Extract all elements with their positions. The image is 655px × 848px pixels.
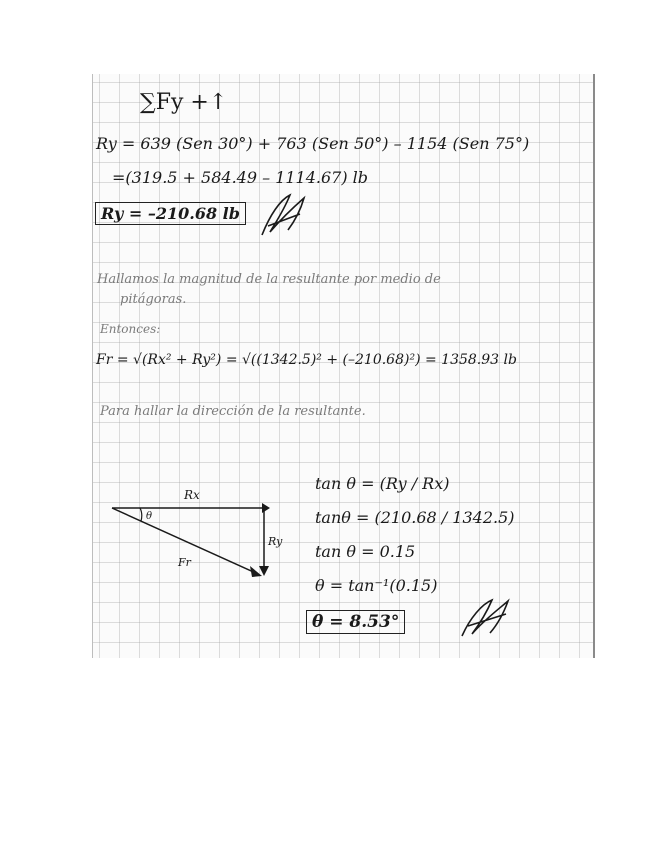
diagram-label-ry: Ry <box>268 535 283 548</box>
magnitude-text-line2: pitágoras. <box>120 292 187 307</box>
ry-result: Ry = –210.68 lb <box>95 202 246 225</box>
diagram-label-theta: θ <box>146 511 153 522</box>
tan-line-3: tan θ = 0.15 <box>315 542 416 561</box>
resultant-magnitude-formula: Fr = √(Rx² + Ry²) = √((1342.5)² + (–210.68)²) = 1358.93 lb <box>96 352 517 368</box>
tan-line-1: tan θ = (Ry / Rx) <box>315 474 450 493</box>
ry-equation-line2: =(319.5 + 584.49 – 1114.67) lb <box>112 168 369 187</box>
diagram-label-fr: Fr <box>178 556 191 569</box>
ry-equation-line1: Ry = 639 (Sen 30°) + 763 (Sen 50°) – 1154 (Sen 75°) <box>96 134 530 153</box>
entonces-label: Entonces: <box>100 322 161 336</box>
diagram-label-rx: Rx <box>184 488 200 502</box>
tan-line-4: θ = tan⁻¹(0.15) <box>315 576 438 595</box>
magnitude-text-line1: Hallamos la magnitud de la resultante por medio de <box>97 272 441 287</box>
sum-forces-heading: ∑Fy +↑ <box>140 90 228 115</box>
direction-text: Para hallar la dirección de la resultante. <box>100 404 366 419</box>
tan-line-2: tanθ = (210.68 / 1342.5) <box>315 508 515 527</box>
theta-result: θ = 8.53° <box>306 610 405 634</box>
